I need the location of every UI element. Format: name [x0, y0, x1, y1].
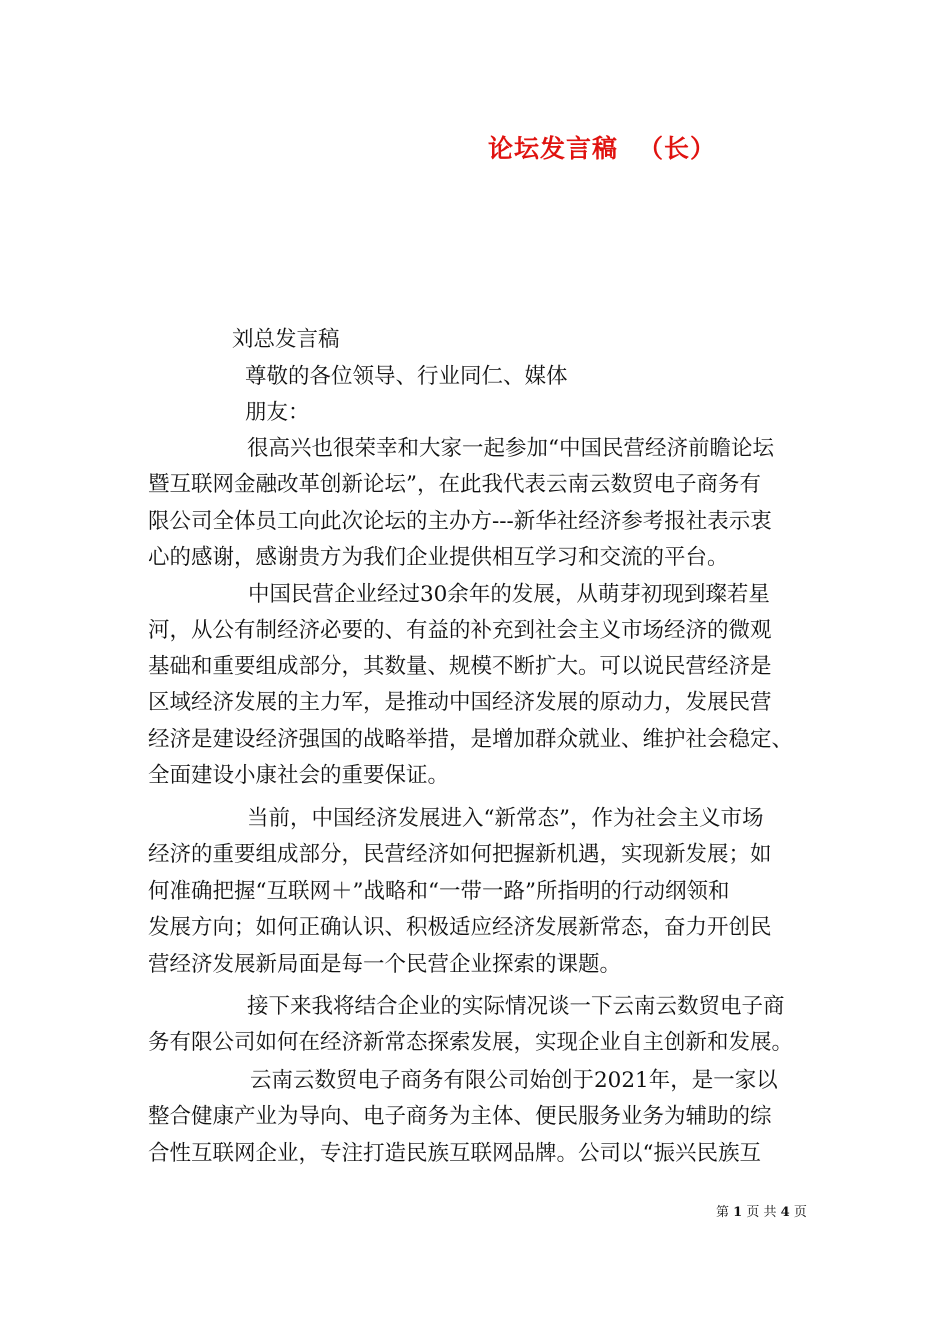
body-line: 当前，中国经济发展进入“新常态”，作为社会主义市场 [247, 806, 764, 831]
body-line: 基础和重要组成部分，其数量、规模不断扩大。可以说民营经济是 [148, 654, 772, 679]
body-line: 营经济发展新局面是每一个民营企业探索的课题。 [148, 952, 622, 977]
body-line: 经济的重要组成部分，民营经济如何把握新机遇，实现新发展；如 [148, 842, 772, 867]
body-line: 心的感谢，感谢贵方为我们企业提供相互学习和交流的平台。 [148, 545, 729, 570]
body-line: 朋友： [245, 400, 310, 425]
body-line: 务有限公司如何在经济新常态探索发展，实现企业自主创新和发展。 [148, 1030, 794, 1055]
footer-middle: 页 共 [746, 1205, 777, 1220]
document-title [488, 131, 716, 167]
body-line: 尊敬的各位领导、行业同仁、媒体 [245, 364, 568, 389]
footer-total-pages: 4 [780, 1205, 790, 1220]
body-line: 云南云数贸电子商务有限公司始创于2021年，是一家以 [250, 1068, 778, 1093]
title-text: 论坛发言稿 [488, 134, 619, 163]
body-line: 限公司全体员工向此次论坛的主办方---新华社经济参考报社表示衷 [148, 509, 772, 534]
body-line: 发展方向；如何正确认识、积极适应经济发展新常态，奋力开创民 [148, 915, 772, 940]
body-line: 合性互联网企业，专注打造民族互联网品牌。公司以“振兴民族互 [148, 1141, 761, 1166]
title-suffix: （长） [638, 134, 717, 163]
page-footer [716, 1204, 807, 1222]
body-line: 刘总发言稿 [232, 327, 340, 352]
body-line: 河，从公有制经济必要的、有益的补充到社会主义市场经济的微观 [148, 618, 772, 643]
footer-page-number: 1 [733, 1205, 743, 1220]
body-line: 区域经济发展的主力军，是推动中国经济发展的原动力，发展民营 [148, 690, 772, 715]
body-line: 暨互联网金融改革创新论坛”，在此我代表云南云数贸电子商务有 [148, 472, 761, 497]
body-line: 中国民营企业经过30余年的发展，从萌芽初现到璨若星 [248, 582, 770, 607]
body-line: 很高兴也很荣幸和大家一起参加“中国民营经济前瞻论坛 [247, 436, 774, 461]
body-line: 何准确把握“互联网＋”战略和“一带一路”所指明的行动纲领和 [148, 879, 730, 904]
body-line: 整合健康产业为导向、电子商务为主体、便民服务业务为辅助的综 [148, 1104, 772, 1129]
footer-suffix: 页 [793, 1205, 807, 1220]
body-line: 经济是建设经济强国的战略举措，是增加群众就业、维护社会稳定、 [148, 727, 794, 752]
body-line: 全面建设小康社会的重要保证。 [148, 763, 450, 788]
body-line: 接下来我将结合企业的实际情况谈一下云南云数贸电子商 [247, 994, 785, 1019]
footer-prefix: 第 [716, 1205, 730, 1220]
